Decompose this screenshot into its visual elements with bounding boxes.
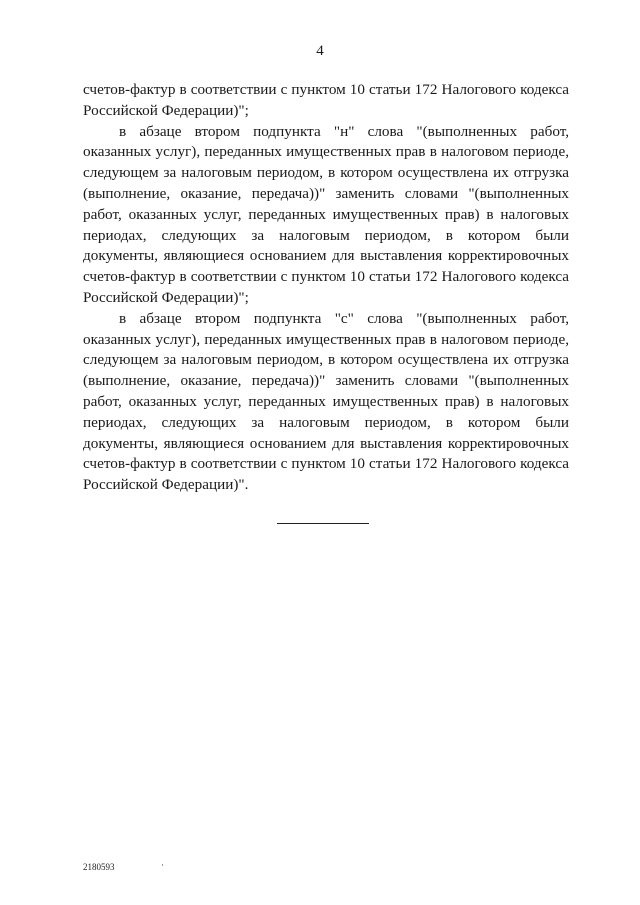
text-line: счетов-фактур в соответствии с пунктом 10 статьи 172 Налогового кодекса: [83, 81, 569, 98]
text-line: Российской Федерации)";: [83, 288, 249, 306]
text-line: документы, являющиеся основанием для выставления корректировочных: [83, 434, 569, 452]
paragraph-2: [83, 122, 569, 309]
text-line: следующем за налоговым периодом, в котором осуществлена их отгрузка: [83, 351, 569, 369]
section-separator-line: [277, 523, 369, 524]
text-line: работ, оказанных услуг, переданных имущественных прав) в налоговых: [83, 205, 569, 223]
document-footer-code: 2180593: [83, 862, 115, 872]
text-line: (выполнение, оказание, передача))" заменить словами "(выполненных: [83, 372, 569, 390]
text-line: Российской Федерации)";: [83, 101, 249, 119]
text-line: периодах, следующих за налоговым периодом, в котором были: [83, 413, 569, 431]
document-body: [83, 80, 569, 496]
text-line: в абзаце втором подпункта "с" слова "(выполненных работ,: [119, 309, 569, 327]
text-line: (выполнение, оказание, передача))" заменить словами "(выполненных: [83, 184, 569, 202]
text-line: Российской Федерации)".: [83, 476, 249, 494]
text-line: следующем за налоговым периодом, в котором осуществлена их отгрузка: [83, 164, 569, 182]
page-number: 4: [316, 43, 324, 59]
paragraph-3: [83, 309, 569, 496]
text-line: периодах, следующих за налоговым периодом, в котором были: [83, 226, 569, 244]
text-line: оказанных услуг), переданных имущественных прав в налоговом периоде,: [83, 330, 569, 348]
text-line: работ, оказанных услуг, переданных имущественных прав) в налоговых: [83, 392, 569, 410]
paragraph-1: [83, 80, 569, 122]
text-line: в абзаце втором подпункта "н" слова "(выполненных работ,: [119, 122, 569, 140]
text-line: счетов-фактур в соответствии с пунктом 10 статьи 172 Налогового кодекса: [83, 268, 569, 286]
text-line: оказанных услуг), переданных имущественных прав в налоговом периоде,: [83, 143, 569, 161]
scan-mark: [162, 864, 163, 866]
text-line: счетов-фактур в соответствии с пунктом 10 статьи 172 Налогового кодекса: [83, 455, 569, 473]
text-line: документы, являющиеся основанием для выставления корректировочных: [83, 247, 569, 265]
